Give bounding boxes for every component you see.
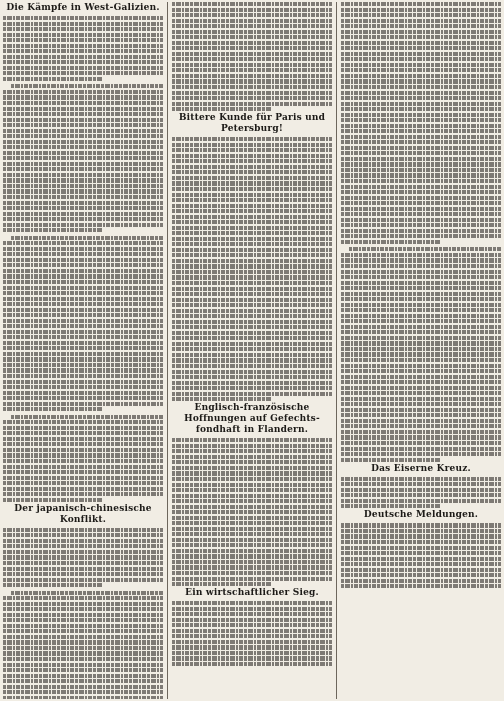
headline-englisch-franzoesisch: Englisch-französische Hoffnungen auf Gefechts-fondhaft in Flandern. [184, 403, 320, 436]
headline-eiserne-kreuz: Das Eiserne Kreuz. [371, 463, 471, 474]
article-body [172, 601, 332, 666]
article-body [3, 528, 163, 699]
article-body [3, 16, 163, 502]
article-body [172, 2, 332, 111]
article-body [172, 137, 332, 401]
article-body [341, 2, 501, 462]
article-body [341, 477, 501, 509]
column-left [3, 2, 163, 699]
column-middle [167, 2, 332, 699]
article-body [172, 438, 332, 586]
headline-deutsche-meldungen: Deutsche Meldungen. [363, 510, 479, 521]
headline-japanisch-chinesisch: Der japanisch-chinesische Konflikt. [14, 503, 152, 525]
headline-wirtschaftlicher-sieg: Ein wirtschaftlicher Sieg. [185, 588, 319, 599]
headline-kaempfe-westgalizien: Die Kämpfe in West-Galizien. [6, 3, 160, 13]
article-body [341, 523, 501, 588]
column-right [336, 2, 501, 699]
headline-bittere-kunde: Bittere Kunde für Paris und Petersburg! [178, 113, 326, 135]
